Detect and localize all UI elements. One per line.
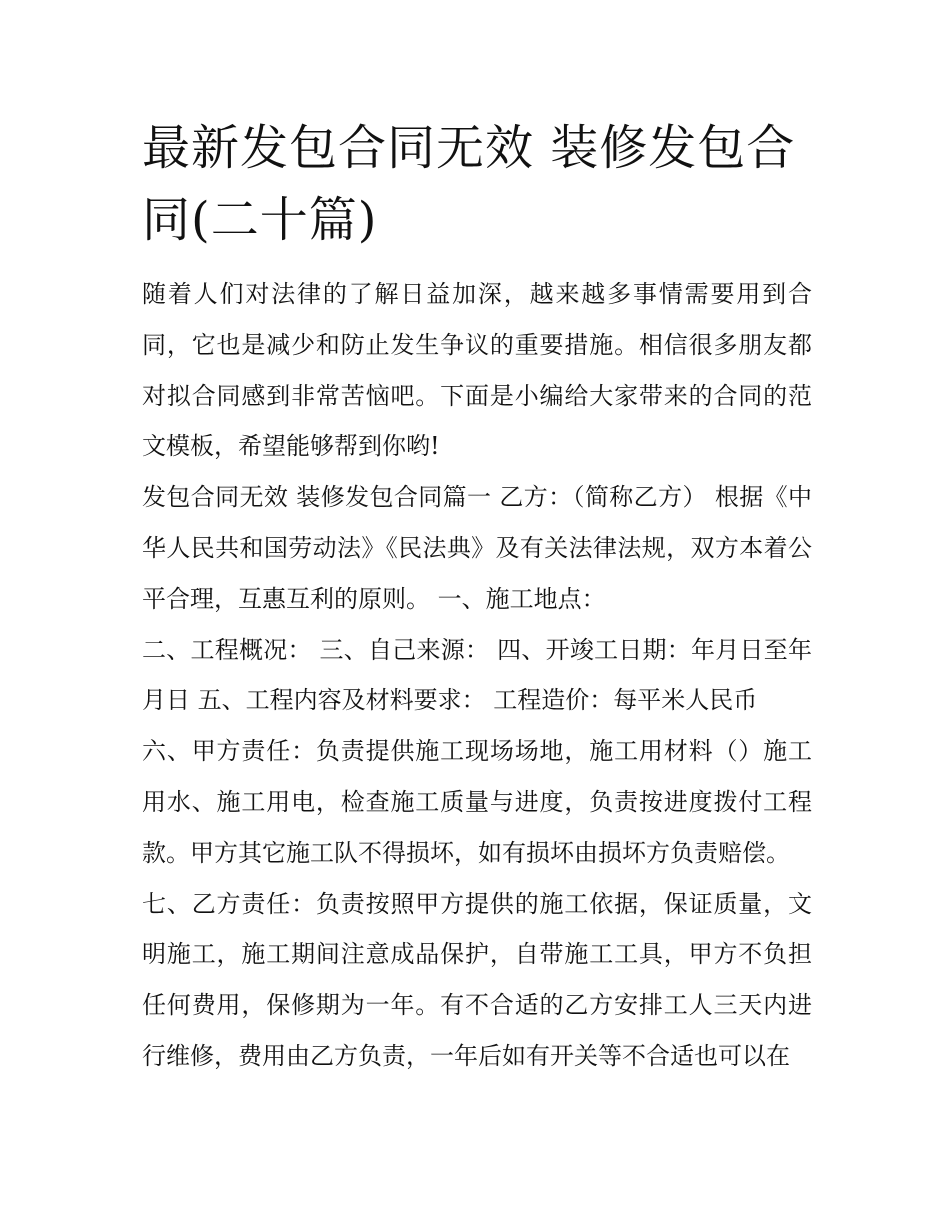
document-body <box>142 112 812 1082</box>
paragraph-party-b-duties: 七、乙方责任：负责按照甲方提供的施工依据，保证质量，文明施工，施工期间注意成品保护，自带施工工具，甲方不负担任何费用，保修期为一年。有不合适的乙方安排工人三天内进行维修，费用由乙方负责，一年后如有开关等不合适也可以在 <box>142 889 812 1070</box>
document-title: 最新发包合同无效 装修发包合同(二十篇) <box>142 120 796 248</box>
paragraph-intro: 随着人们对法律的了解日益加深，越来越多事情需要用到合同，它也是减少和防止发生争议的重要措施。相信很多朋友都对拟合同感到非常苦恼吧。下面是小编给大家带来的合同的范文模板，希望能够帮到你哟! <box>142 280 812 461</box>
paragraph-project-overview: 二、工程概况： 三、自己来源： 四、开竣工日期：年月日至年月日 五、工程内容及材料要求： 工程造价：每平米人民币 <box>142 635 812 715</box>
paragraph-contract-opening: 发包合同无效 装修发包合同篇一 乙方：（简称乙方） 根据《中华人民共和国劳动法》《民法典》及有关法律法规，双方本着公平合理，互惠互利的原则。 一、施工地点： <box>142 483 812 613</box>
paragraph-party-a-duties: 六、甲方责任：负责提供施工现场场地，施工用材料（）施工用水、施工用电，检查施工质量与进度，负责按进度拨付工程款。甲方其它施工队不得损坏，如有损坏由损坏方负责赔偿。 <box>142 737 812 867</box>
